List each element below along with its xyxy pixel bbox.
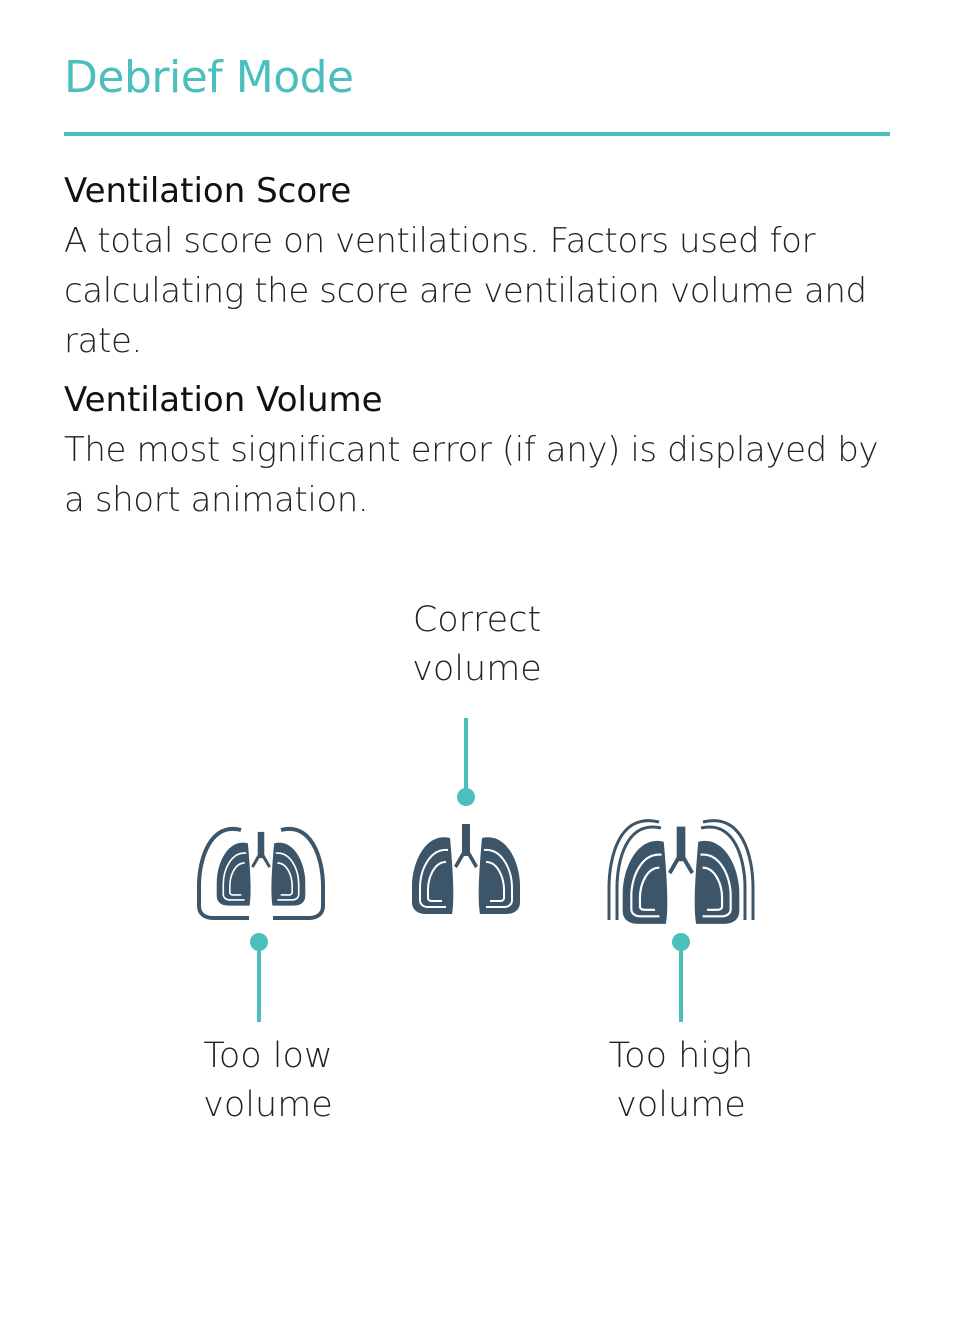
correct-pointer-dot	[457, 788, 475, 806]
correct-volume-label: Correct volume	[412, 600, 542, 689]
too-low-volume-label: Too low volume	[203, 1036, 333, 1125]
ventilation-volume-section	[64, 375, 904, 525]
section-body: The most significant error (if any) is displayed by a short animation.	[64, 430, 879, 520]
volume-diagram	[0, 700, 954, 1040]
page-title: Debrief Mode	[64, 52, 354, 103]
too-low-lungs-icon	[199, 829, 323, 918]
section-body: A total score on ventilations. Factors used for calculating the score are ventilation volume and rate.	[64, 221, 867, 361]
ventilation-score-section	[64, 166, 904, 366]
title-divider	[64, 132, 890, 136]
too-high-lungs-icon	[609, 821, 753, 924]
correct-lungs-icon	[412, 824, 520, 914]
section-heading: Ventilation Score	[64, 171, 352, 211]
section-heading: Ventilation Volume	[64, 380, 383, 420]
too-high-pointer-dot	[672, 933, 690, 951]
too-high-volume-label: Too high volume	[608, 1036, 754, 1125]
too-low-pointer-dot	[250, 933, 268, 951]
